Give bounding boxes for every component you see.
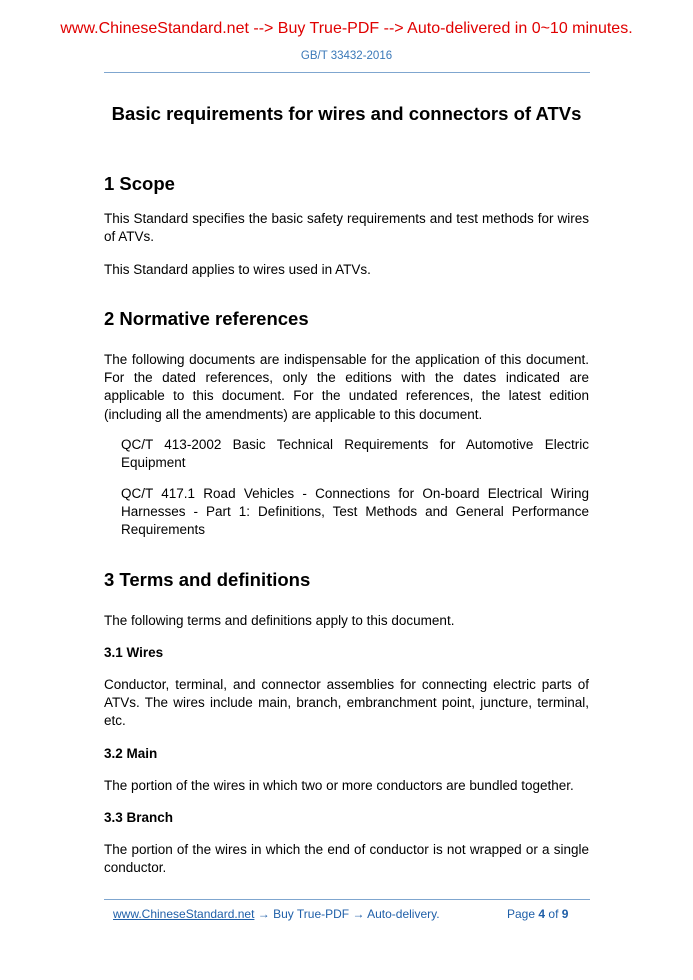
- reference-item: QC/T 413-2002 Basic Technical Requirements for Automotive Electric Equipment: [121, 437, 589, 471]
- page-indicator: [507, 907, 568, 922]
- page-label: Page: [507, 907, 536, 921]
- page-footer: [113, 907, 583, 922]
- term-definition-wires: Conductor, terminal, and connector assemblies for connecting electric parts of ATVs. The wires include main, branch, embranchment point, juncture, terminal, etc.: [104, 676, 589, 729]
- footer-site-link[interactable]: www.ChineseStandard.net: [113, 907, 255, 921]
- document-title: Basic requirements for wires and connectors of ATVs: [111, 103, 582, 124]
- term-heading-branch: 3.3 Branch: [104, 810, 174, 826]
- scope-paragraph-2: This Standard applies to wires used in ATVs.: [104, 261, 371, 277]
- header-divider: [104, 72, 590, 73]
- section-heading-scope: 1 Scope: [104, 173, 175, 194]
- document-body: [104, 172, 589, 878]
- standard-code: GB/T 33432-2016: [300, 50, 393, 62]
- reference-item: QC/T 417.1 Road Vehicles - Connections for On-board Electrical Wiring Harnesses - Part 1: Definitions, Test Methods and General Performance Requirements: [121, 485, 589, 538]
- section-heading-normative-references: 2 Normative references: [104, 307, 309, 329]
- footer-purchase-text: → Buy True-PDF → Auto-delivery.: [254, 907, 440, 921]
- page-current: 4: [538, 907, 546, 921]
- term-heading-wires: 3.1 Wires: [104, 644, 164, 660]
- promo-banner[interactable]: www.ChineseStandard.net --> Buy True-PDF --> Auto-delivered in 0~10 minutes.: [60, 20, 633, 37]
- term-definition-main: The portion of the wires in which two or more conductors are bundled together.: [104, 777, 574, 793]
- term-definition-branch: The portion of the wires in which the end of conductor is not wrapped or a single conductor.: [104, 842, 589, 876]
- footer-divider: [104, 899, 590, 900]
- scope-paragraph-1: This Standard specifies the basic safety requirements and test methods for wires of ATVs.: [104, 211, 589, 245]
- term-heading-main: 3.2 Main: [104, 745, 158, 761]
- page-total: 9: [561, 907, 569, 921]
- terms-intro: The following terms and definitions apply to this document.: [104, 612, 455, 628]
- normative-intro: The following documents are indispensable for the application of this document. For the dated references, only the editions with the dates indicated are applicable to this document. For the undated references, the latest edition (including all the amendments) are applicable to this document.: [104, 351, 589, 422]
- section-heading-terms: 3 Terms and definitions: [104, 568, 311, 590]
- page-of-label: of: [548, 907, 559, 921]
